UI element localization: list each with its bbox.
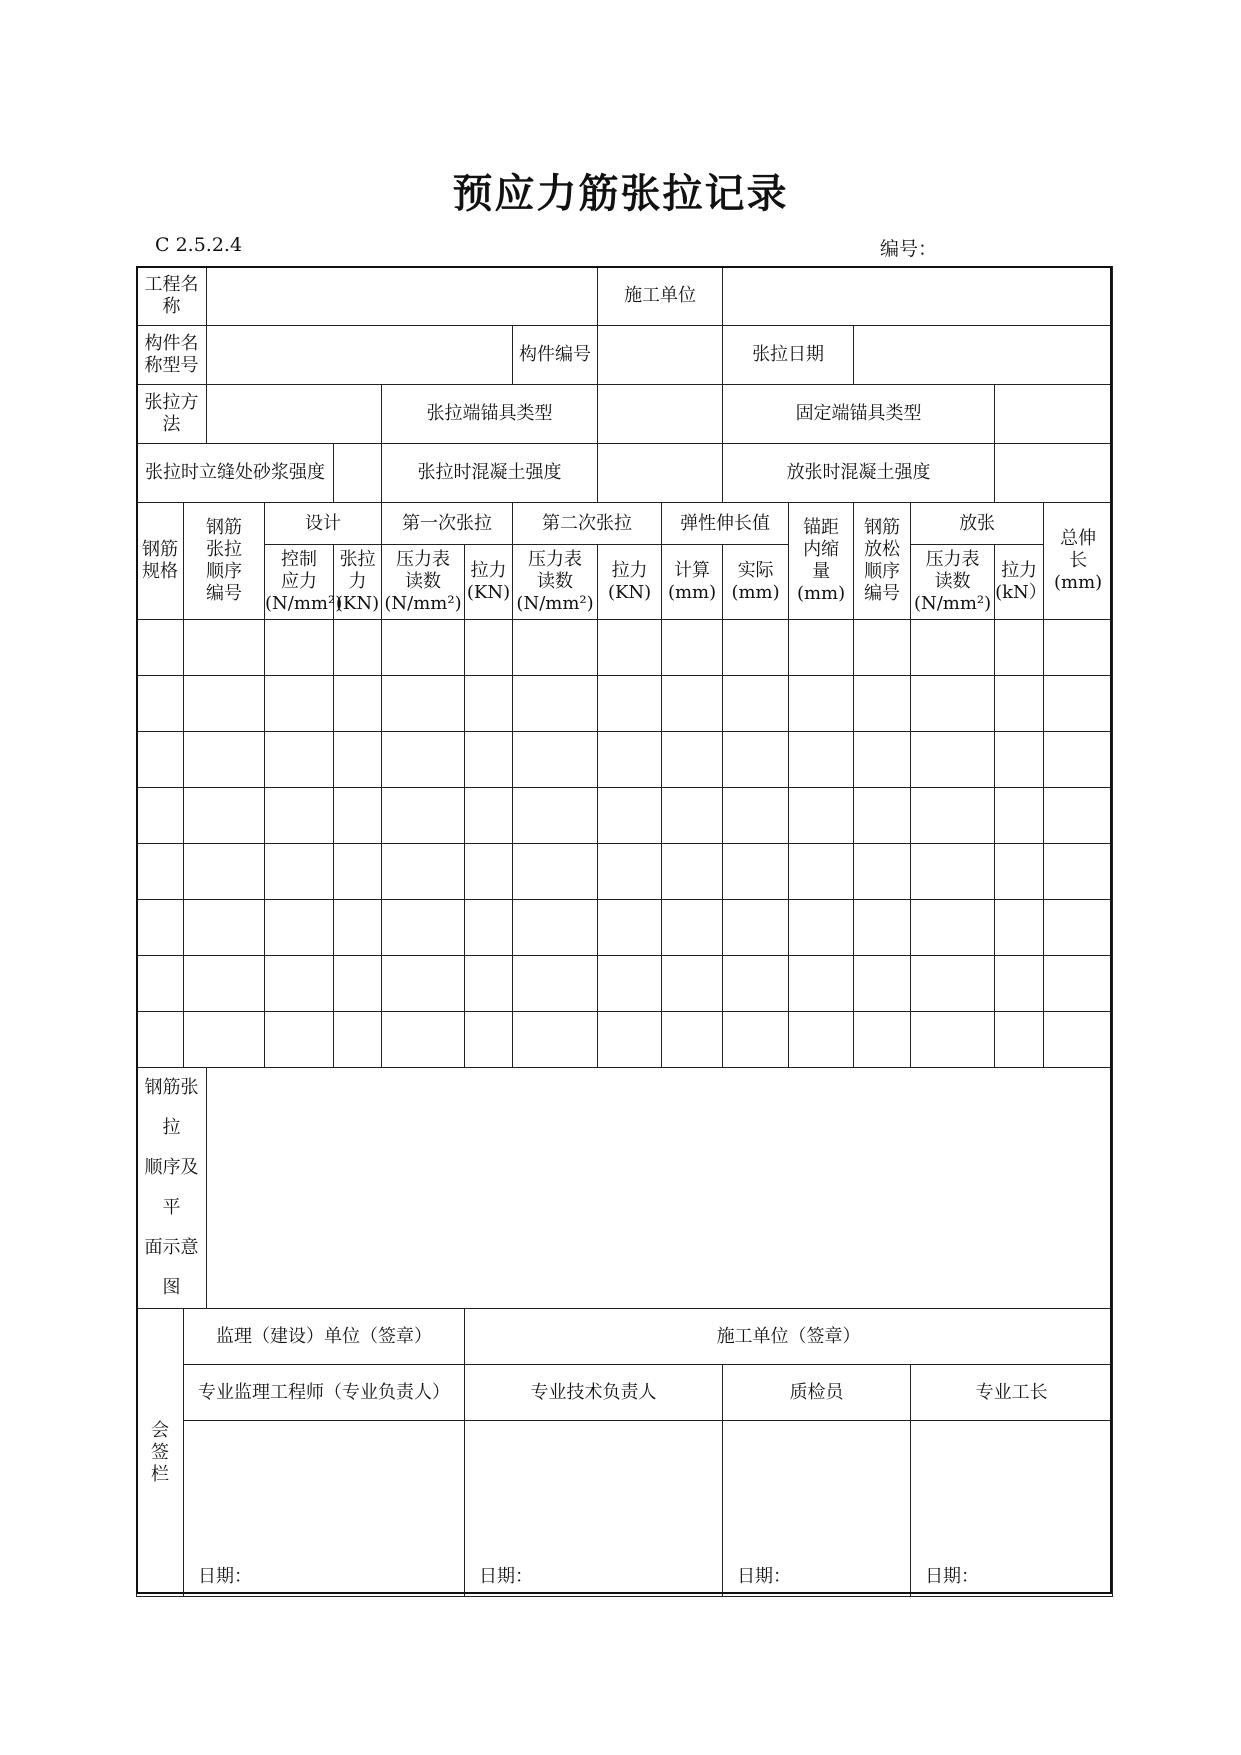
table-cell[interactable] bbox=[334, 620, 382, 676]
table-cell[interactable] bbox=[382, 1012, 465, 1068]
construction-unit-field[interactable] bbox=[723, 267, 1113, 326]
header-anchor-shrink: 锚距 内缩 量 (mm) bbox=[789, 503, 854, 620]
table-cell[interactable] bbox=[1044, 620, 1113, 676]
foreman-label: 专业工长 bbox=[911, 1365, 1113, 1421]
table-cell[interactable] bbox=[995, 620, 1044, 676]
component-number-field[interactable] bbox=[598, 326, 723, 385]
table-cell[interactable] bbox=[265, 1012, 334, 1068]
tension-method-field[interactable] bbox=[207, 385, 382, 444]
table-cell[interactable] bbox=[265, 844, 334, 900]
fixed-anchor-type-label: 固定端锚具类型 bbox=[723, 385, 995, 444]
table-cell[interactable] bbox=[789, 676, 854, 732]
table-cell[interactable] bbox=[995, 956, 1044, 1012]
project-name-label: 工程名称 bbox=[137, 267, 207, 326]
table-cell[interactable] bbox=[662, 1012, 723, 1068]
table-cell[interactable] bbox=[911, 620, 995, 676]
table-cell[interactable] bbox=[911, 676, 995, 732]
tension-method-label: 张拉方法 bbox=[137, 385, 207, 444]
table-cell[interactable] bbox=[465, 844, 513, 900]
diagram-label: 钢筋张拉 顺序及平 面示意图 bbox=[137, 1068, 207, 1309]
supervision-engineer-label: 专业监理工程师（专业负责人） bbox=[184, 1365, 465, 1421]
table-cell[interactable] bbox=[465, 732, 513, 788]
table-cell[interactable] bbox=[382, 956, 465, 1012]
record-form bbox=[136, 266, 1113, 1597]
table-cell[interactable] bbox=[1044, 676, 1113, 732]
table-cell[interactable] bbox=[1044, 1012, 1113, 1068]
table-cell[interactable] bbox=[1044, 844, 1113, 900]
table-row bbox=[137, 956, 1113, 1012]
diagram-area[interactable] bbox=[207, 1068, 1113, 1309]
foreman-sign-date[interactable]: 日期： bbox=[911, 1421, 1113, 1597]
header-tension-order: 钢筋 张拉 顺序 编号 bbox=[184, 503, 265, 620]
header-release: 放张 bbox=[911, 503, 1044, 545]
concrete-strength-release-label: 放张时混凝土强度 bbox=[723, 444, 995, 503]
component-name-model-field[interactable] bbox=[207, 326, 513, 385]
table-cell[interactable] bbox=[854, 956, 911, 1012]
table-cell[interactable] bbox=[265, 620, 334, 676]
header-rebar-spec: 钢筋 规格 bbox=[137, 503, 184, 620]
table-cell[interactable] bbox=[854, 676, 911, 732]
table-row bbox=[137, 1012, 1113, 1068]
table-cell[interactable] bbox=[137, 620, 184, 676]
header-first-tension: 第一次张拉 bbox=[382, 503, 513, 545]
table-cell[interactable] bbox=[184, 788, 265, 844]
table-cell[interactable] bbox=[382, 676, 465, 732]
table-cell[interactable] bbox=[995, 676, 1044, 732]
table-cell[interactable] bbox=[854, 1012, 911, 1068]
table-cell[interactable] bbox=[465, 676, 513, 732]
form-code: C 2.5.2.4 bbox=[155, 234, 243, 256]
table-row bbox=[137, 788, 1113, 844]
table-cell[interactable] bbox=[513, 956, 598, 1012]
table-cell[interactable] bbox=[184, 900, 265, 956]
table-cell[interactable] bbox=[334, 788, 382, 844]
table-cell[interactable] bbox=[265, 900, 334, 956]
table-cell[interactable] bbox=[854, 900, 911, 956]
table-cell[interactable] bbox=[723, 844, 789, 900]
table-cell[interactable] bbox=[137, 844, 184, 900]
table-cell[interactable] bbox=[723, 956, 789, 1012]
table-row bbox=[137, 732, 1113, 788]
table-cell[interactable] bbox=[789, 844, 854, 900]
table-cell[interactable] bbox=[1044, 900, 1113, 956]
table-cell[interactable] bbox=[789, 1012, 854, 1068]
table-row bbox=[137, 844, 1113, 900]
tension-anchor-type-field[interactable] bbox=[598, 385, 723, 444]
table-cell[interactable] bbox=[995, 844, 1044, 900]
tension-anchor-type-label: 张拉端锚具类型 bbox=[382, 385, 598, 444]
table-cell[interactable] bbox=[911, 788, 995, 844]
table-cell[interactable] bbox=[662, 620, 723, 676]
table-cell[interactable] bbox=[995, 788, 1044, 844]
header-elastic-elongation: 弹性伸长值 bbox=[662, 503, 789, 545]
table-cell[interactable] bbox=[334, 1012, 382, 1068]
table-cell[interactable] bbox=[513, 1012, 598, 1068]
table-cell[interactable] bbox=[465, 1012, 513, 1068]
table-cell[interactable] bbox=[465, 956, 513, 1012]
table-cell[interactable] bbox=[662, 956, 723, 1012]
table-cell[interactable] bbox=[789, 732, 854, 788]
table-cell[interactable] bbox=[334, 732, 382, 788]
table-cell[interactable] bbox=[723, 788, 789, 844]
table-cell[interactable] bbox=[382, 732, 465, 788]
header-calculated: 计算 (mm) bbox=[662, 545, 723, 620]
table-cell[interactable] bbox=[723, 1012, 789, 1068]
table-cell[interactable] bbox=[334, 900, 382, 956]
table-cell[interactable] bbox=[662, 788, 723, 844]
table-cell[interactable] bbox=[598, 732, 662, 788]
header-force-2: 拉力 (KN) bbox=[598, 545, 662, 620]
header-tension-force: 张拉 力 (KN) bbox=[334, 545, 382, 620]
table-cell[interactable] bbox=[137, 900, 184, 956]
table-cell[interactable] bbox=[184, 620, 265, 676]
table-cell[interactable] bbox=[911, 956, 995, 1012]
technical-lead-label: 专业技术负责人 bbox=[465, 1365, 723, 1421]
concrete-strength-release-field[interactable] bbox=[995, 444, 1113, 503]
table-cell[interactable] bbox=[723, 900, 789, 956]
table-cell[interactable] bbox=[789, 620, 854, 676]
table-cell[interactable] bbox=[1044, 956, 1113, 1012]
mortar-strength-label: 张拉时立缝处砂浆强度 bbox=[137, 444, 334, 503]
quality-inspector-sign-date[interactable]: 日期： bbox=[723, 1421, 911, 1597]
table-cell[interactable] bbox=[334, 956, 382, 1012]
table-cell[interactable] bbox=[137, 956, 184, 1012]
table-cell[interactable] bbox=[854, 844, 911, 900]
table-cell[interactable] bbox=[137, 732, 184, 788]
table-cell[interactable] bbox=[789, 788, 854, 844]
table-cell[interactable] bbox=[662, 732, 723, 788]
table-cell[interactable] bbox=[184, 676, 265, 732]
page-title: 预应力筋张拉记录 bbox=[452, 170, 789, 217]
header-release-order: 钢筋 放松 顺序 编号 bbox=[854, 503, 911, 620]
technical-lead-sign-date[interactable]: 日期： bbox=[465, 1421, 723, 1597]
table-cell[interactable] bbox=[598, 620, 662, 676]
header-force-1: 拉力 (KN) bbox=[465, 545, 513, 620]
table-cell[interactable] bbox=[723, 732, 789, 788]
table-cell[interactable] bbox=[662, 900, 723, 956]
header-total-elongation: 总伸 长 (mm) bbox=[1044, 503, 1113, 620]
table-cell[interactable] bbox=[513, 788, 598, 844]
table-cell[interactable] bbox=[137, 1012, 184, 1068]
table-cell[interactable] bbox=[598, 844, 662, 900]
table-cell[interactable] bbox=[1044, 732, 1113, 788]
concrete-strength-tension-field[interactable] bbox=[598, 444, 723, 503]
table-row bbox=[137, 620, 1113, 676]
table-cell[interactable] bbox=[854, 732, 911, 788]
table-cell[interactable] bbox=[382, 844, 465, 900]
table-cell[interactable] bbox=[184, 956, 265, 1012]
table-cell[interactable] bbox=[1044, 788, 1113, 844]
table-cell[interactable] bbox=[265, 788, 334, 844]
construction-unit-label: 施工单位 bbox=[598, 267, 723, 326]
table-cell[interactable] bbox=[995, 732, 1044, 788]
quality-inspector-label: 质检员 bbox=[723, 1365, 911, 1421]
header-design: 设计 bbox=[265, 503, 382, 545]
table-cell[interactable] bbox=[513, 900, 598, 956]
header-actual: 实际 (mm) bbox=[723, 545, 789, 620]
table-row bbox=[137, 676, 1113, 732]
table-cell[interactable] bbox=[334, 676, 382, 732]
table-cell[interactable] bbox=[598, 1012, 662, 1068]
table-cell[interactable] bbox=[334, 844, 382, 900]
concrete-strength-tension-label: 张拉时混凝土强度 bbox=[382, 444, 598, 503]
table-cell[interactable] bbox=[598, 676, 662, 732]
project-name-field[interactable] bbox=[207, 267, 598, 326]
table-cell[interactable] bbox=[513, 620, 598, 676]
table-cell[interactable] bbox=[382, 788, 465, 844]
table-cell[interactable] bbox=[995, 900, 1044, 956]
table-cell[interactable] bbox=[911, 732, 995, 788]
table-cell[interactable] bbox=[465, 900, 513, 956]
table-cell[interactable] bbox=[265, 956, 334, 1012]
table-cell[interactable] bbox=[911, 1012, 995, 1068]
construction-unit-seal-label: 施工单位（签章） bbox=[465, 1309, 1113, 1365]
table-cell[interactable] bbox=[911, 844, 995, 900]
table-cell[interactable] bbox=[265, 732, 334, 788]
component-number-label: 构件编号 bbox=[513, 326, 598, 385]
tension-date-field[interactable] bbox=[854, 326, 1113, 385]
header-control-stress: 控制 应力 (N/mm²) bbox=[265, 545, 334, 620]
table-cell[interactable] bbox=[382, 620, 465, 676]
table-cell[interactable] bbox=[137, 788, 184, 844]
table-cell[interactable] bbox=[137, 676, 184, 732]
table-cell[interactable] bbox=[598, 788, 662, 844]
table-cell[interactable] bbox=[465, 788, 513, 844]
table-cell[interactable] bbox=[662, 676, 723, 732]
component-name-model-label: 构件名称型号 bbox=[137, 326, 207, 385]
mortar-strength-field[interactable] bbox=[334, 444, 382, 503]
table-cell[interactable] bbox=[789, 956, 854, 1012]
table-cell[interactable] bbox=[598, 956, 662, 1012]
fixed-anchor-type-field[interactable] bbox=[995, 385, 1113, 444]
header-gauge-reading-1: 压力表 读数 (N/mm²) bbox=[382, 545, 465, 620]
number-label: 编号： bbox=[880, 238, 938, 260]
table-cell[interactable] bbox=[995, 1012, 1044, 1068]
table-cell[interactable] bbox=[265, 676, 334, 732]
header-gauge-reading-release: 压力表 读数 (N/mm²) bbox=[911, 545, 995, 620]
header-second-tension: 第二次张拉 bbox=[513, 503, 662, 545]
table-cell[interactable] bbox=[184, 844, 265, 900]
supervision-sign-date[interactable]: 日期： bbox=[184, 1421, 465, 1597]
table-cell[interactable] bbox=[789, 900, 854, 956]
table-cell[interactable] bbox=[184, 732, 265, 788]
table-cell[interactable] bbox=[513, 676, 598, 732]
table-cell[interactable] bbox=[854, 620, 911, 676]
tension-date-label: 张拉日期 bbox=[723, 326, 854, 385]
table-cell[interactable] bbox=[723, 620, 789, 676]
header-force-release: 拉力 (kN） bbox=[995, 545, 1044, 620]
table-cell[interactable] bbox=[911, 900, 995, 956]
table-cell[interactable] bbox=[382, 900, 465, 956]
header-gauge-reading-2: 压力表 读数 (N/mm²) bbox=[513, 545, 598, 620]
table-cell[interactable] bbox=[854, 788, 911, 844]
table-row bbox=[137, 900, 1113, 956]
table-cell[interactable] bbox=[513, 732, 598, 788]
table-cell[interactable] bbox=[662, 844, 723, 900]
table-cell[interactable] bbox=[465, 620, 513, 676]
supervision-unit-label: 监理（建设）单位（签章） bbox=[184, 1309, 465, 1365]
table-cell[interactable] bbox=[723, 676, 789, 732]
table-cell[interactable] bbox=[598, 900, 662, 956]
table-cell[interactable] bbox=[513, 844, 598, 900]
signature-section-label: 会 签 栏 bbox=[137, 1309, 184, 1597]
table-cell[interactable] bbox=[184, 1012, 265, 1068]
